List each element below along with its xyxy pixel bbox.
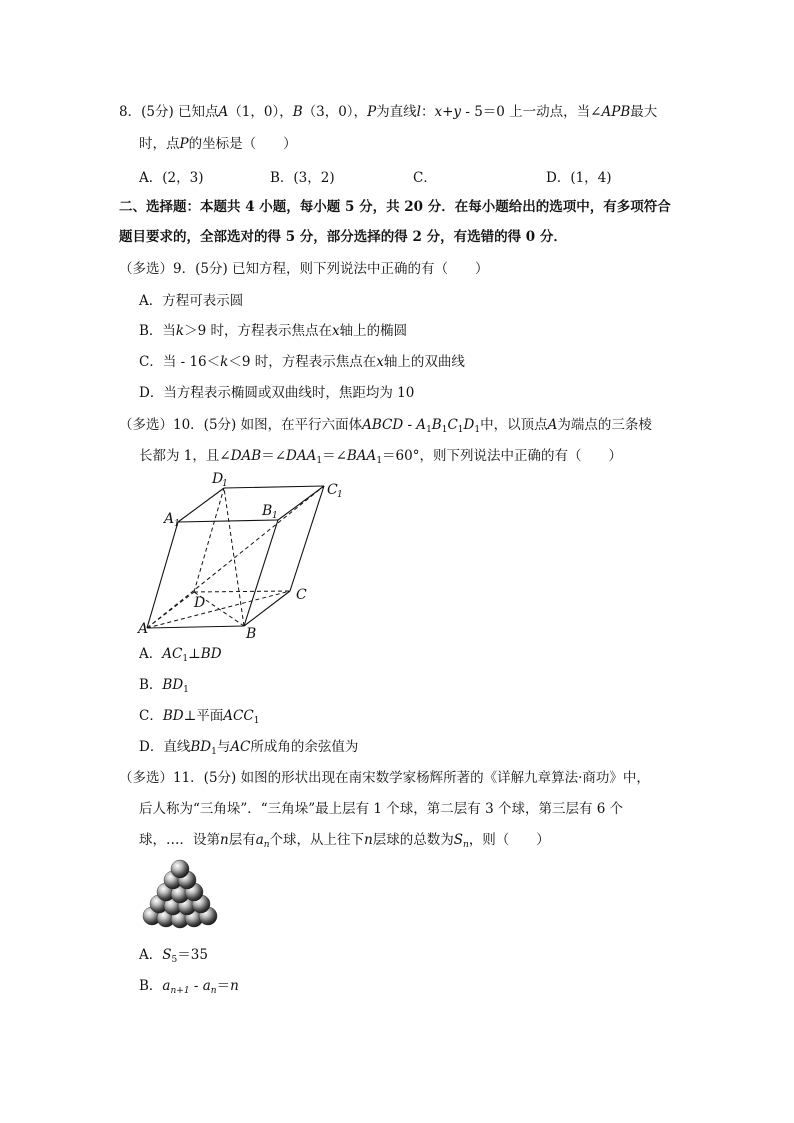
label-c: C bbox=[296, 587, 307, 603]
edge-bb1 bbox=[244, 520, 278, 626]
q9-option-d[interactable]: D．当方程表示椭圆或双曲线时，焦距均为 10 bbox=[139, 385, 415, 401]
q9-option-a[interactable]: A．方程可表示圆 bbox=[139, 293, 244, 309]
edge-a1d1 bbox=[178, 488, 224, 522]
q8-options bbox=[0, 166, 794, 184]
label-c1-sub: 1 bbox=[337, 490, 343, 500]
label-d1: D bbox=[212, 471, 224, 487]
label-b1-sub: 1 bbox=[272, 511, 278, 521]
q8-option-c[interactable]: C． bbox=[413, 170, 437, 186]
label-c1: C bbox=[327, 482, 338, 498]
edge-cc1 bbox=[290, 486, 324, 591]
edge-d1c1 bbox=[224, 486, 324, 488]
diagonal-ac1 bbox=[147, 486, 324, 628]
q11-stem-line3: 球，…．设第n层有$a_n$个球，从上往下n层球的总数为$S_n$，则（ ） bbox=[139, 832, 550, 850]
label-d1-sub: 1 bbox=[222, 479, 228, 489]
q10-stem-line1: （多选）10．(5分) 如图，在平行六面体ABCD - $A_1B_1C_1D_1$中，以顶点A为端点的三条棱 bbox=[119, 417, 652, 435]
q10-option-c[interactable]: C．BD⊥平面$ACC_1$ bbox=[139, 708, 260, 726]
ball-icon bbox=[171, 860, 189, 878]
q10-option-a[interactable]: A．$AC_1\perp BD$ bbox=[139, 646, 222, 664]
q11-option-b[interactable]: B．$a_{n+1} - a_n=n$ bbox=[139, 978, 239, 996]
edge-dc-hidden bbox=[194, 591, 290, 592]
label-a1: A bbox=[164, 511, 175, 527]
q8-option-d[interactable]: D．(1，4) bbox=[546, 170, 612, 186]
q9-option-b[interactable]: B．当k＞9 时，方程表示焦点在x轴上的椭圆 bbox=[139, 323, 408, 339]
edge-aa1 bbox=[147, 522, 178, 628]
q8-stem-line2: 时，点P的坐标是（ ） bbox=[139, 136, 297, 152]
q11-stem-line2: 后人称为“三角垛”．“三角垛”最上层有 1 个球，第二层有 3 个球，第三层有 6 个 bbox=[139, 801, 624, 817]
edge-dd1-hidden bbox=[194, 488, 224, 592]
diagonal-ac bbox=[147, 591, 290, 628]
section2-heading-line2: 题目要求的，全部选对的得 5 分，部分选择的得 2 分，有选错的得 0 分． bbox=[119, 229, 567, 245]
label-b: B bbox=[246, 626, 257, 642]
diagonal-bd1 bbox=[224, 488, 244, 626]
edge-a1b1 bbox=[178, 520, 278, 522]
label-a1-sub: 1 bbox=[174, 519, 180, 529]
q10-option-b[interactable]: B．$BD_1$ bbox=[139, 677, 189, 695]
label-a: A bbox=[138, 621, 149, 637]
q8-stem-line1: 8．(5分) 已知点A（1，0），B（3，0），P为直线l：x+y - 5＝0 上一动点，当∠APB最大 bbox=[119, 104, 658, 120]
parallelepiped-figure bbox=[132, 466, 362, 642]
q11-stem-line1: （多选）11．(5分) 如图的形状出现在南宋数学家杨辉所著的《详解九章算法·商功》中， bbox=[119, 770, 650, 786]
q8-option-b[interactable]: B．(3，2) bbox=[270, 170, 335, 186]
section2-heading-line1: 二、选择题：本题共 4 小题，每小题 5 分，共 20 分．在每小题给出的选项中，有多项符合 bbox=[119, 199, 671, 215]
label-d: D bbox=[194, 595, 206, 611]
edge-ab bbox=[147, 626, 244, 628]
q9-option-c[interactable]: C．当 - 16＜k＜9 时，方程表示焦点在x轴上的双曲线 bbox=[139, 354, 465, 370]
q10-stem-line2: 长都为 1，且$\angle DAB=\angle DAA_1=\angle BAA_1=60^\circ$，则下列说法中正确的有（ ） bbox=[139, 448, 622, 466]
label-b1: B bbox=[262, 503, 273, 519]
q8-option-a[interactable]: A．(2，3) bbox=[139, 170, 204, 186]
q10-option-d[interactable]: D．直线$BD_1$与AC所成角的余弦值为 bbox=[139, 739, 359, 757]
ball-stack-figure bbox=[140, 858, 222, 930]
q9-stem: （多选）9．(5分) 已知方程，则下列说法中正确的有（ ） bbox=[119, 261, 489, 277]
edge-bc bbox=[244, 591, 290, 626]
q11-option-a[interactable]: A．$S_5=35$ bbox=[139, 947, 208, 965]
